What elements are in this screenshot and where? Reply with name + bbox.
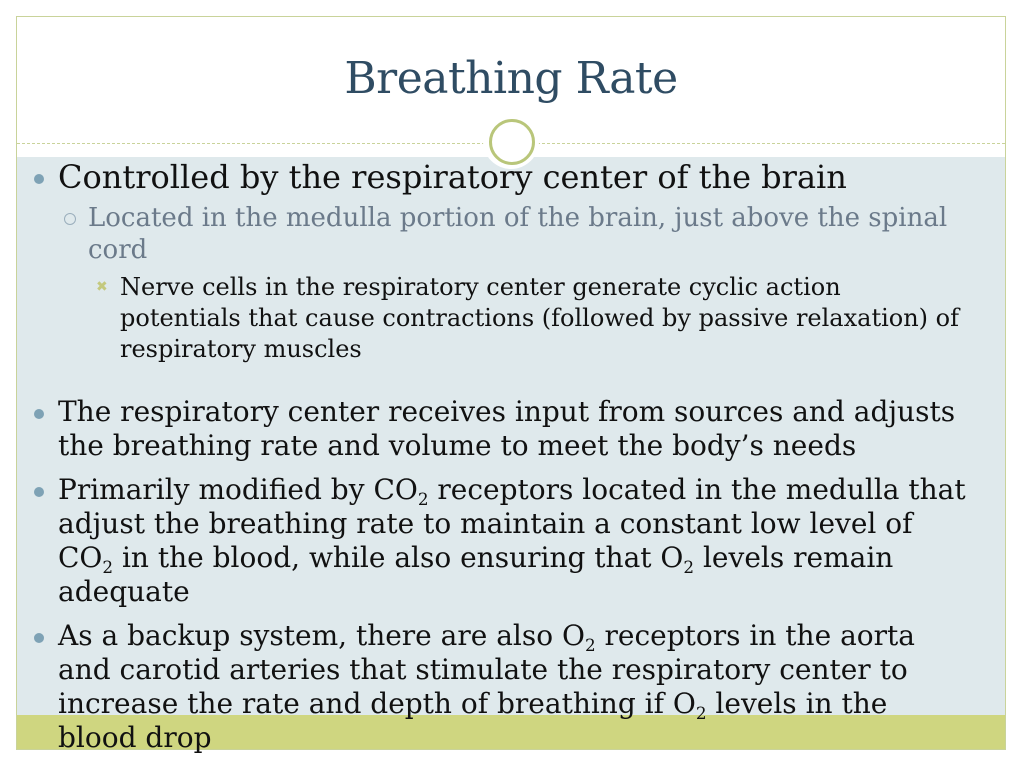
- subscript: 2: [584, 634, 596, 655]
- bullet-text-part: in the blood, while also ensuring that O: [113, 541, 684, 574]
- bullet-text-part: receptors in the aorta and carotid arteries that stimulate the respiratory center to increase the rate and depth of breathing if O: [58, 619, 915, 720]
- subscript: 2: [695, 702, 707, 723]
- bullet-text-part: receptors located in the medulla that adjust the breathing rate to maintain a constant low level of CO: [58, 473, 966, 574]
- bullet-text-part: levels in the blood drop: [58, 687, 888, 754]
- bullet-item: [28, 158, 968, 196]
- bullet-text-part: Primarily modified by CO: [58, 473, 418, 506]
- bullet-text: Controlled by the respiratory center of the brain: [58, 158, 847, 196]
- bullet-text-part: levels remain adequate: [58, 541, 894, 608]
- bullet-dot-icon: [34, 633, 44, 643]
- hollow-circle-icon: [64, 213, 76, 225]
- bullet-dot-icon: [34, 409, 44, 419]
- bullet-item: [28, 395, 968, 463]
- x-mark-icon: ✖: [96, 279, 108, 295]
- bullet-item: [28, 473, 968, 609]
- slide-title: Breathing Rate: [344, 53, 678, 104]
- sub-bullet-text: Located in the medulla portion of the brain, just above the spinal cord: [88, 203, 948, 265]
- bullet-text: The respiratory center receives input from sources and adjusts the breathing rate and volume to meet the body’s needs: [58, 395, 956, 462]
- subscript: 2: [102, 556, 114, 577]
- bullet-dot-icon: [34, 487, 44, 497]
- sub-sub-bullet-item: [28, 272, 968, 365]
- sub-bullet-item: [28, 202, 968, 266]
- bullet-item: [28, 619, 968, 755]
- slide-body: [28, 158, 968, 765]
- sub-sub-bullet-text: Nerve cells in the respiratory center generate cyclic action potentials that cause contractions (followed by passive relaxation) of respiratory muscles: [120, 273, 960, 363]
- subscript: 2: [683, 556, 695, 577]
- subscript: 2: [417, 488, 429, 509]
- bullet-text-part: As a backup system, there are also O: [58, 619, 585, 652]
- bullet-dot-icon: [34, 174, 44, 184]
